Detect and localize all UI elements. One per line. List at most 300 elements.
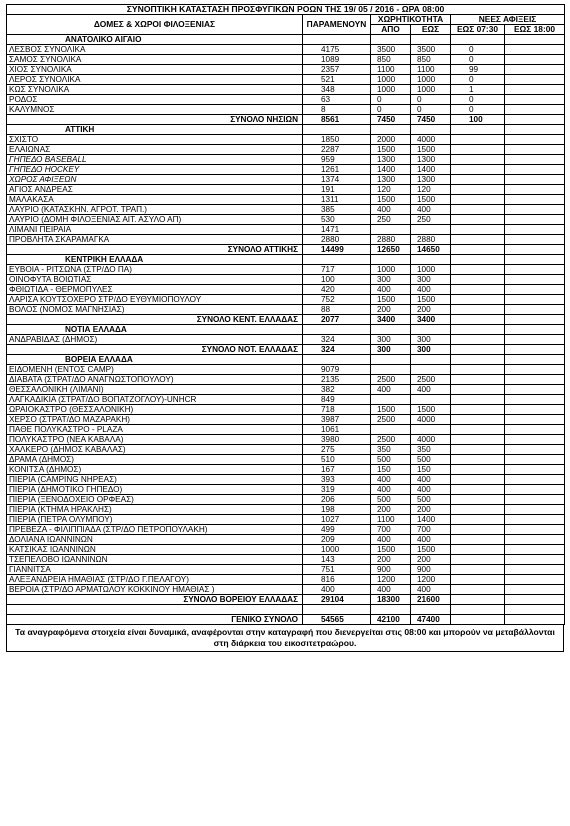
header-arrivals-0730: ΕΩΣ 07:30 xyxy=(451,25,505,35)
header-facilities: ΔΟΜΕΣ & ΧΩΡΟΙ ΦΙΛΟΞΕΝΙΑΣ xyxy=(7,15,303,35)
table-row xyxy=(7,75,565,85)
capacity-from-value: 200 xyxy=(371,555,411,565)
facility-name: ΑΝΔΡΑΒΙΔΑΣ (ΔΗΜΟΣ) xyxy=(7,335,303,345)
capacity-to-value: 300 xyxy=(411,275,451,285)
capacity-to-value: 2880 xyxy=(411,235,451,245)
capacity-to-value: 400 xyxy=(411,475,451,485)
total-capacity-to: 14650 xyxy=(411,245,451,255)
capacity-to-value: 1100 xyxy=(411,65,451,75)
report-title: ΣΥΝΟΠΤΙΚΗ ΚΑΤΑΣΤΑΣΗ ΠΡΟΣΦΥΓΙΚΩΝ ΡΟΩΝ ΤΗΣ 19/ 05 / 2016 - ΩΡΑ 08:00 xyxy=(7,5,565,15)
table-row xyxy=(7,475,565,485)
arrivals-0730-value xyxy=(451,285,505,295)
total-capacity-to: 3400 xyxy=(411,315,451,325)
table-row xyxy=(7,305,565,315)
capacity-from-value: 700 xyxy=(371,525,411,535)
remaining-value: 1089 xyxy=(303,55,371,65)
facility-name: ΠΙΕΡΙΑ (ΞΕΝΟΔΟΧΕΙΟ ΟΡΦΕΑΣ) xyxy=(7,495,303,505)
grand-total-capacity-to: 47400 xyxy=(411,615,451,625)
arrivals-0730-value xyxy=(451,375,505,385)
empty-cell xyxy=(505,605,565,615)
capacity-from-value: 500 xyxy=(371,495,411,505)
remaining-value: 816 xyxy=(303,575,371,585)
arrivals-1800-value xyxy=(505,65,565,75)
arrivals-1800-value xyxy=(505,435,565,445)
section-header-row xyxy=(7,35,565,45)
arrivals-1800-value xyxy=(505,235,565,245)
facility-name: ΕΛΑΙΩΝΑΣ xyxy=(7,145,303,155)
table-row xyxy=(7,425,565,435)
total-arrivals-1800 xyxy=(505,345,565,355)
remaining-value: 143 xyxy=(303,555,371,565)
empty-cell xyxy=(411,325,451,335)
capacity-to-value: 1500 xyxy=(411,295,451,305)
empty-cell xyxy=(451,325,505,335)
remaining-value: 530 xyxy=(303,215,371,225)
capacity-from-value: 200 xyxy=(371,505,411,515)
arrivals-1800-value xyxy=(505,395,565,405)
empty-cell xyxy=(451,35,505,45)
facility-name: ΠΙΕΡΙΑ (ΠΕΤΡΑ ΟΛΥΜΠΟΥ) xyxy=(7,515,303,525)
arrivals-0730-value xyxy=(451,205,505,215)
table-row xyxy=(7,545,565,555)
capacity-to-value: 1300 xyxy=(411,175,451,185)
spacer-row xyxy=(7,605,565,615)
arrivals-0730-value xyxy=(451,185,505,195)
header-remaining: ΠΑΡΑΜΕΝΟΥΝ xyxy=(303,15,371,35)
arrivals-1800-value xyxy=(505,385,565,395)
arrivals-0730-value xyxy=(451,585,505,595)
total-remaining: 8561 xyxy=(303,115,371,125)
arrivals-0730-value xyxy=(451,275,505,285)
remaining-value: 717 xyxy=(303,265,371,275)
table-row xyxy=(7,585,565,595)
total-label: ΣΥΝΟΛΟ ΚΕΝΤ. ΕΛΛΑΔΑΣ xyxy=(7,315,303,325)
facility-name: ΣΧΙΣΤΟ xyxy=(7,135,303,145)
remaining-value: 959 xyxy=(303,155,371,165)
remaining-value: 3980 xyxy=(303,435,371,445)
remaining-value: 1374 xyxy=(303,175,371,185)
capacity-to-value: 900 xyxy=(411,565,451,575)
capacity-to-value: 1400 xyxy=(411,165,451,175)
table-row xyxy=(7,155,565,165)
arrivals-1800-value xyxy=(505,575,565,585)
total-capacity-to: 21600 xyxy=(411,595,451,605)
arrivals-0730-value: 99 xyxy=(451,65,505,75)
arrivals-1800-value xyxy=(505,485,565,495)
grand-total-row xyxy=(7,615,565,625)
arrivals-1800-value xyxy=(505,95,565,105)
arrivals-1800-value xyxy=(505,335,565,345)
arrivals-1800-value xyxy=(505,545,565,555)
arrivals-1800-value xyxy=(505,455,565,465)
table-row xyxy=(7,565,565,575)
grand-total-capacity-from: 42100 xyxy=(371,615,411,625)
capacity-to-value: 250 xyxy=(411,215,451,225)
table-row xyxy=(7,95,565,105)
arrivals-0730-value: 0 xyxy=(451,55,505,65)
arrivals-1800-value xyxy=(505,205,565,215)
total-label: ΣΥΝΟΛΟ ΝΗΣΙΩΝ xyxy=(7,115,303,125)
table-row xyxy=(7,505,565,515)
arrivals-1800-value xyxy=(505,75,565,85)
arrivals-1800-value xyxy=(505,525,565,535)
header-capacity-from: ΑΠΟ xyxy=(371,25,411,35)
section-name: ΑΤΤΙΚΗ xyxy=(7,125,303,135)
arrivals-1800-value xyxy=(505,85,565,95)
capacity-from-value: 2000 xyxy=(371,135,411,145)
facility-name: ΠΙΕΡΙΑ (ΚΤΗΜΑ ΗΡΑΚΛΗΣ) xyxy=(7,505,303,515)
arrivals-0730-value: 0 xyxy=(451,105,505,115)
table-row xyxy=(7,365,565,375)
arrivals-1800-value xyxy=(505,275,565,285)
facility-name: ΧΙΟΣ ΣΥΝΟΛΙΚΑ xyxy=(7,65,303,75)
capacity-from-value: 1100 xyxy=(371,65,411,75)
facility-name: ΛΕΡΟΣ ΣΥΝΟΛΙΚΑ xyxy=(7,75,303,85)
facility-name: ΔΙΑΒΑΤΑ (ΣΤΡΑΤ/ΔΟ ΑΝΑΓΝΩΣΤΟΠΟΥΛΟΥ) xyxy=(7,375,303,385)
arrivals-0730-value xyxy=(451,425,505,435)
section-total-row xyxy=(7,595,565,605)
empty-cell xyxy=(411,355,451,365)
facility-name: ΘΕΣΣΑΛΟΝΙΚΗ (ΛΙΜΑΝΙ) xyxy=(7,385,303,395)
facility-name: ΕΥΒΟΙΑ - ΡΙΤΣΩΝΑ (ΣΤΡ/ΔΟ ΠΑ) xyxy=(7,265,303,275)
remaining-value: 1261 xyxy=(303,165,371,175)
empty-cell xyxy=(371,355,411,365)
empty-cell xyxy=(505,125,565,135)
capacity-from-value: 2880 xyxy=(371,235,411,245)
empty-cell xyxy=(411,255,451,265)
capacity-to-value: 500 xyxy=(411,455,451,465)
arrivals-0730-value: 0 xyxy=(451,45,505,55)
arrivals-1800-value xyxy=(505,535,565,545)
capacity-to-value: 150 xyxy=(411,465,451,475)
section-header-row xyxy=(7,125,565,135)
capacity-to-value: 400 xyxy=(411,585,451,595)
capacity-from-value: 1500 xyxy=(371,295,411,305)
arrivals-0730-value xyxy=(451,485,505,495)
capacity-to-value xyxy=(411,365,451,375)
arrivals-0730-value xyxy=(451,305,505,315)
capacity-from-value: 400 xyxy=(371,535,411,545)
capacity-to-value: 1500 xyxy=(411,195,451,205)
remaining-value: 393 xyxy=(303,475,371,485)
capacity-to-value: 1500 xyxy=(411,405,451,415)
section-total-row xyxy=(7,245,565,255)
facility-name: ΜΑΛΑΚΑΣΑ xyxy=(7,195,303,205)
capacity-from-value: 300 xyxy=(371,335,411,345)
total-arrivals-1800 xyxy=(505,245,565,255)
arrivals-1800-value xyxy=(505,415,565,425)
header-capacity: ΧΩΡΗΤΙΚΟΤΗΤΑ xyxy=(371,15,451,25)
facility-name: ΠΟΛΥΚΑΣΤΡΟ (ΝΕΑ ΚΑΒΑΛΑ) xyxy=(7,435,303,445)
remaining-value: 385 xyxy=(303,205,371,215)
capacity-to-value: 1300 xyxy=(411,155,451,165)
arrivals-0730-value xyxy=(451,235,505,245)
table-row xyxy=(7,135,565,145)
arrivals-0730-value xyxy=(451,495,505,505)
arrivals-1800-value xyxy=(505,505,565,515)
grand-total-label: ΓΕΝΙΚΟ ΣΥΝΟΛΟ xyxy=(7,615,303,625)
capacity-from-value: 1500 xyxy=(371,195,411,205)
total-remaining: 14499 xyxy=(303,245,371,255)
capacity-from-value: 120 xyxy=(371,185,411,195)
capacity-to-value: 400 xyxy=(411,535,451,545)
remaining-value: 2880 xyxy=(303,235,371,245)
capacity-to-value: 4000 xyxy=(411,135,451,145)
table-row xyxy=(7,295,565,305)
arrivals-1800-value xyxy=(505,565,565,575)
total-capacity-from: 7450 xyxy=(371,115,411,125)
facility-name: ΒΕΡΟΙΑ (ΣΤΡ/ΔΟ ΑΡΜΑΤΩΛΟΥ ΚΟΚΚΙΝΟΥ ΗΜΑΘΙΑΣ ) xyxy=(7,585,303,595)
table-row xyxy=(7,145,565,155)
table-row xyxy=(7,515,565,525)
arrivals-1800-value xyxy=(505,305,565,315)
total-label: ΣΥΝΟΛΟ ΒΟΡΕΙΟΥ ΕΛΛΑΔΑΣ xyxy=(7,595,303,605)
capacity-to-value: 0 xyxy=(411,105,451,115)
facility-name: ΠΙΕΡΙΑ (ΔΗΜΟΤΙΚΟ ΓΗΠΕΔΟ) xyxy=(7,485,303,495)
total-capacity-from: 300 xyxy=(371,345,411,355)
arrivals-0730-value xyxy=(451,465,505,475)
arrivals-1800-value xyxy=(505,475,565,485)
total-capacity-to: 7450 xyxy=(411,115,451,125)
facility-name: ΛΙΜΑΝΙ ΠΕΙΡΑΙΑ xyxy=(7,225,303,235)
table-row xyxy=(7,375,565,385)
arrivals-0730-value xyxy=(451,415,505,425)
total-arrivals-0730 xyxy=(451,315,505,325)
total-remaining: 324 xyxy=(303,345,371,355)
table-row xyxy=(7,195,565,205)
total-remaining: 2077 xyxy=(303,315,371,325)
facility-name: ΚΑΛΥΜΝΟΣ xyxy=(7,105,303,115)
refugee-flows-table xyxy=(6,4,565,625)
capacity-to-value: 400 xyxy=(411,385,451,395)
capacity-from-value xyxy=(371,225,411,235)
arrivals-1800-value xyxy=(505,365,565,375)
arrivals-0730-value xyxy=(451,145,505,155)
empty-cell xyxy=(505,255,565,265)
capacity-from-value: 400 xyxy=(371,285,411,295)
remaining-value: 1311 xyxy=(303,195,371,205)
capacity-to-value: 850 xyxy=(411,55,451,65)
remaining-value: 499 xyxy=(303,525,371,535)
facility-name: ΑΛΕΞΑΝΔΡΕΙΑ ΗΜΑΘΙΑΣ (ΣΤΡ/ΔΟ Γ.ΠΕΛΑΓΟΥ) xyxy=(7,575,303,585)
table-row xyxy=(7,535,565,545)
remaining-value: 191 xyxy=(303,185,371,195)
table-row xyxy=(7,465,565,475)
table-row xyxy=(7,455,565,465)
facility-name: ΓΗΠΕΔΟ BASEBALL xyxy=(7,155,303,165)
arrivals-0730-value xyxy=(451,135,505,145)
arrivals-0730-value xyxy=(451,395,505,405)
empty-cell xyxy=(451,255,505,265)
capacity-to-value: 2500 xyxy=(411,375,451,385)
empty-cell xyxy=(371,605,411,615)
capacity-from-value: 200 xyxy=(371,305,411,315)
capacity-to-value: 200 xyxy=(411,305,451,315)
arrivals-0730-value: 1 xyxy=(451,85,505,95)
empty-cell xyxy=(371,325,411,335)
facility-name: ΠΡΕΒΕΖΑ - ΦΙΛΙΠΠΙΑΔΑ (ΣΤΡ/ΔΟ ΠΕΤΡΟΠΟΥΛΑΚΗ) xyxy=(7,525,303,535)
total-capacity-to: 300 xyxy=(411,345,451,355)
footer-note: Τα αναγραφόμενα στοιχεία είναι δυναμικά, αναφέρονται στην καταγραφή που διενεργείται στις 08:00 και μπορούν να μεταβάλλονται στη διάρκεια του εικοσιτετραώρου. xyxy=(6,625,564,652)
remaining-value: 319 xyxy=(303,485,371,495)
facility-name: ΧΑΛΚΕΡΟ (ΔΗΜΟΣ ΚΑΒΑΛΑΣ) xyxy=(7,445,303,455)
facility-name: ΦΘΙΩΤΙΔΑ - ΘΕΡΜΟΠΥΛΕΣ xyxy=(7,285,303,295)
header-capacity-to: ΕΩΣ xyxy=(411,25,451,35)
table-row xyxy=(7,415,565,425)
arrivals-0730-value xyxy=(451,365,505,375)
capacity-from-value: 250 xyxy=(371,215,411,225)
remaining-value: 849 xyxy=(303,395,371,405)
arrivals-1800-value xyxy=(505,185,565,195)
capacity-from-value: 0 xyxy=(371,95,411,105)
remaining-value: 382 xyxy=(303,385,371,395)
arrivals-1800-value xyxy=(505,215,565,225)
capacity-to-value: 0 xyxy=(411,95,451,105)
remaining-value: 2357 xyxy=(303,65,371,75)
arrivals-0730-value xyxy=(451,505,505,515)
remaining-value: 100 xyxy=(303,275,371,285)
capacity-from-value: 1300 xyxy=(371,175,411,185)
total-capacity-from: 12650 xyxy=(371,245,411,255)
arrivals-0730-value xyxy=(451,475,505,485)
table-row xyxy=(7,265,565,275)
arrivals-0730-value xyxy=(451,565,505,575)
arrivals-1800-value xyxy=(505,45,565,55)
empty-cell xyxy=(303,35,371,45)
table-row xyxy=(7,215,565,225)
capacity-from-value: 850 xyxy=(371,55,411,65)
arrivals-1800-value xyxy=(505,445,565,455)
capacity-from-value: 1500 xyxy=(371,545,411,555)
section-header-row xyxy=(7,325,565,335)
empty-cell xyxy=(451,355,505,365)
arrivals-0730-value xyxy=(451,575,505,585)
empty-cell xyxy=(303,255,371,265)
arrivals-1800-value xyxy=(505,295,565,305)
facility-name: ΔΡΑΜΑ (ΔΗΜΟΣ) xyxy=(7,455,303,465)
table-row xyxy=(7,185,565,195)
arrivals-0730-value xyxy=(451,165,505,175)
capacity-from-value: 300 xyxy=(371,275,411,285)
empty-cell xyxy=(7,605,303,615)
capacity-to-value: 1000 xyxy=(411,265,451,275)
capacity-from-value: 1000 xyxy=(371,265,411,275)
empty-cell xyxy=(505,35,565,45)
table-row xyxy=(7,205,565,215)
capacity-from-value: 400 xyxy=(371,585,411,595)
facility-name: ΒΟΛΟΣ (ΝΟΜΟΣ ΜΑΓΝΗΣΙΑΣ) xyxy=(7,305,303,315)
facility-name: ΤΣΕΠΕΛΟΒΟ ΙΩΑΝΝΙΝΩΝ xyxy=(7,555,303,565)
capacity-to-value xyxy=(411,395,451,405)
arrivals-0730-value: 0 xyxy=(451,95,505,105)
remaining-value: 198 xyxy=(303,505,371,515)
arrivals-0730-value xyxy=(451,215,505,225)
capacity-from-value xyxy=(371,425,411,435)
capacity-from-value: 1100 xyxy=(371,515,411,525)
capacity-to-value: 350 xyxy=(411,445,451,455)
facility-name: ΚΑΤΣΙΚΑΣ ΙΩΑΝΝΙΝΩΝ xyxy=(7,545,303,555)
remaining-value: 1471 xyxy=(303,225,371,235)
section-total-row xyxy=(7,345,565,355)
arrivals-1800-value xyxy=(505,105,565,115)
total-arrivals-0730 xyxy=(451,345,505,355)
table-row xyxy=(7,55,565,65)
remaining-value: 4175 xyxy=(303,45,371,55)
arrivals-1800-value xyxy=(505,465,565,475)
remaining-value: 63 xyxy=(303,95,371,105)
capacity-to-value: 4000 xyxy=(411,415,451,425)
remaining-value: 521 xyxy=(303,75,371,85)
capacity-from-value: 1000 xyxy=(371,75,411,85)
facility-name: ΔΟΛΙΑΝΑ ΙΩΑΝΝΙΝΩΝ xyxy=(7,535,303,545)
capacity-to-value: 400 xyxy=(411,485,451,495)
capacity-to-value: 1000 xyxy=(411,85,451,95)
capacity-to-value: 1500 xyxy=(411,145,451,155)
arrivals-1800-value xyxy=(505,175,565,185)
capacity-from-value: 1400 xyxy=(371,165,411,175)
arrivals-1800-value xyxy=(505,585,565,595)
section-total-row xyxy=(7,115,565,125)
grand-total-arrivals-1800 xyxy=(505,615,565,625)
capacity-from-value: 1000 xyxy=(371,85,411,95)
arrivals-1800-value xyxy=(505,405,565,415)
table-row xyxy=(7,575,565,585)
capacity-from-value: 400 xyxy=(371,205,411,215)
capacity-from-value: 400 xyxy=(371,385,411,395)
total-arrivals-0730: 100 xyxy=(451,115,505,125)
remaining-value: 167 xyxy=(303,465,371,475)
facility-name: ΠΑΘΕ ΠΟΛΥΚΑΣΤΡΟ - PLAZA xyxy=(7,425,303,435)
remaining-value: 209 xyxy=(303,535,371,545)
arrivals-1800-value xyxy=(505,375,565,385)
remaining-value: 88 xyxy=(303,305,371,315)
capacity-to-value: 400 xyxy=(411,285,451,295)
total-capacity-from: 3400 xyxy=(371,315,411,325)
arrivals-1800-value xyxy=(505,515,565,525)
arrivals-0730-value xyxy=(451,555,505,565)
table-row xyxy=(7,165,565,175)
capacity-to-value xyxy=(411,425,451,435)
table-row xyxy=(7,405,565,415)
capacity-from-value: 0 xyxy=(371,105,411,115)
empty-cell xyxy=(303,325,371,335)
facility-name: ΛΕΣΒΟΣ ΣΥΝΟΛΙΚΑ xyxy=(7,45,303,55)
total-capacity-from: 18300 xyxy=(371,595,411,605)
table-row xyxy=(7,385,565,395)
total-arrivals-0730 xyxy=(451,595,505,605)
section-header-row xyxy=(7,255,565,265)
capacity-from-value: 3500 xyxy=(371,45,411,55)
capacity-to-value: 1000 xyxy=(411,75,451,85)
arrivals-0730-value xyxy=(451,405,505,415)
table-row xyxy=(7,435,565,445)
capacity-to-value xyxy=(411,225,451,235)
total-arrivals-1800 xyxy=(505,115,565,125)
table-row xyxy=(7,555,565,565)
capacity-to-value: 1400 xyxy=(411,515,451,525)
empty-cell xyxy=(371,255,411,265)
facility-name: ΑΓΙΟΣ ΑΝΔΡΕΑΣ xyxy=(7,185,303,195)
remaining-value: 206 xyxy=(303,495,371,505)
empty-cell xyxy=(451,605,505,615)
empty-cell xyxy=(411,125,451,135)
section-header-row xyxy=(7,355,565,365)
capacity-to-value: 700 xyxy=(411,525,451,535)
capacity-from-value: 900 xyxy=(371,565,411,575)
arrivals-0730-value xyxy=(451,445,505,455)
capacity-to-value: 120 xyxy=(411,185,451,195)
capacity-to-value: 400 xyxy=(411,205,451,215)
